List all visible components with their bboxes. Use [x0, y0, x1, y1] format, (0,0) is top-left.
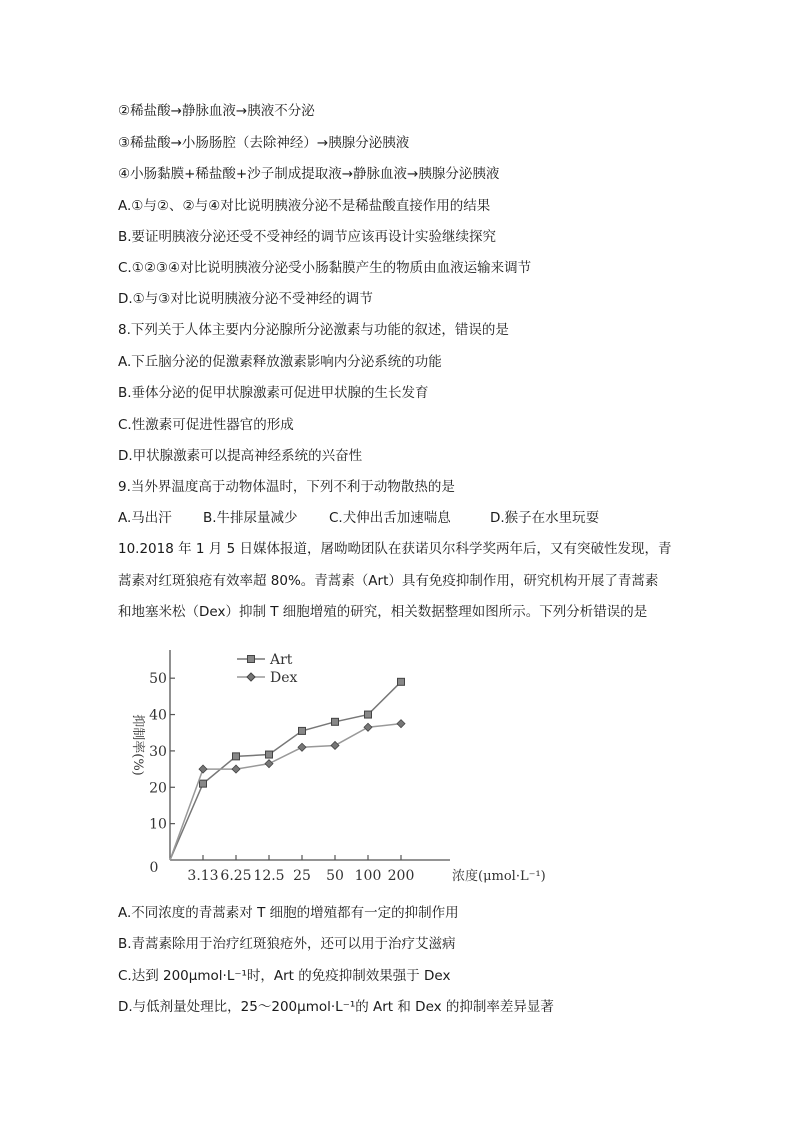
- option-d-q7: D.①与③对比说明胰液分泌不受神经的调节: [118, 291, 373, 307]
- data-point-art: [233, 753, 240, 760]
- x-tick-label: 25: [293, 868, 311, 884]
- option-c-q8: C.性激素可促进性器官的形成: [118, 417, 294, 433]
- text-line-4: ④小肠黏膜+稀盐酸+沙子制成提取液→静脉血液→胰腺分泌胰液: [118, 166, 500, 182]
- legend-marker-art: [248, 656, 255, 663]
- question-10-line-1: 10.2018 年 1 月 5 日媒体报道，屠呦呦团队在获诺贝尔科学奖两年后，又有突破性发现，青: [118, 541, 672, 557]
- data-point-art: [266, 751, 273, 758]
- y-tick-label: 40: [149, 707, 167, 724]
- data-point-dex: [397, 720, 405, 728]
- question-9: 9.当外界温度高于动物体温时，下列不利于动物散热的是: [118, 479, 455, 495]
- x-tick-label: 3.13: [187, 868, 219, 884]
- x-axis-title: 浓度(μmol·L⁻¹): [452, 869, 546, 884]
- chart-axes: [170, 650, 450, 860]
- question-10-line-3: 和地塞米松（Dex）抑制 T 细胞增殖的研究，相关数据整理如图所示。下列分析错误的是: [118, 604, 648, 620]
- options-q9: [118, 509, 599, 527]
- data-point-dex: [199, 765, 207, 773]
- chart-legend: [237, 652, 298, 686]
- text-line-2: ②稀盐酸→静脉血液→胰液不分泌: [118, 103, 315, 119]
- option-a-q8: A.下丘脑分泌的促激素释放激素影响内分泌系统的功能: [118, 354, 442, 370]
- x-ticks: [187, 855, 414, 884]
- data-point-art: [299, 727, 306, 734]
- option-a-q7: A.①与②、②与④对比说明胰液分泌不是稀盐酸直接作用的结果: [118, 198, 491, 214]
- x-tick-label: 6.25: [220, 868, 252, 884]
- y-tick-label: 20: [149, 780, 167, 797]
- text-line-3: ③稀盐酸→小肠肠腔（去除神经）→胰腺分泌胰液: [118, 135, 410, 151]
- option-a-q10: A.不同浓度的青蒿素对 T 细胞的增殖都有一定的抑制作用: [118, 905, 459, 921]
- option-d-q8: D.甲状腺激素可以提高神经系统的兴奋性: [118, 448, 363, 464]
- option-b-q10: B.青蒿素除用于治疗红斑狼疮外，还可以用于治疗艾滋病: [118, 936, 456, 952]
- chart-series: [170, 678, 405, 860]
- y-axis-title: 抑制率(%): [130, 714, 145, 776]
- data-point-art: [200, 780, 207, 787]
- data-point-art: [398, 678, 405, 685]
- y-ticks: [149, 671, 175, 832]
- option-d-q9: D.猴子在水里玩耍: [490, 510, 600, 526]
- data-point-art: [365, 711, 372, 718]
- x-tick-label: 50: [326, 868, 344, 884]
- data-point-dex: [331, 741, 339, 749]
- x-tick-label: 200: [387, 868, 415, 884]
- option-d-q10: D.与低剂量处理比，25～200μmol·L⁻¹的 Art 和 Dex 的抑制率差异显著: [118, 999, 554, 1015]
- data-point-dex: [364, 723, 372, 731]
- data-point-dex: [232, 765, 240, 773]
- data-point-dex: [265, 760, 273, 768]
- option-c-q7: C.①②③④对比说明胰液分泌受小肠黏膜产生的物质由血液运输来调节: [118, 260, 532, 276]
- question-8: 8.下列关于人体主要内分泌腺所分泌激素与功能的叙述，错误的是: [118, 322, 509, 338]
- option-b-q9: B.牛排尿量减少: [203, 510, 298, 526]
- option-b-q8: B.垂体分泌的促甲状腺激素可促进甲状腺的生长发育: [118, 385, 429, 401]
- series-line-dex: [170, 724, 401, 860]
- y-tick-label: 50: [149, 671, 167, 688]
- y-tick-label: 30: [149, 743, 167, 760]
- data-point-art: [332, 718, 339, 725]
- option-c-q10: C.达到 200μmol·L⁻¹时，Art 的免疫抑制效果强于 Dex: [118, 968, 451, 984]
- origin-label: 0: [149, 860, 159, 876]
- x-tick-label: 100: [354, 868, 382, 884]
- legend-marker-dex: [247, 673, 255, 681]
- x-tick-label: 12.5: [253, 868, 285, 884]
- y-tick-label: 10: [149, 816, 167, 833]
- legend-label-art: Art: [270, 652, 293, 668]
- option-b-q7: B.要证明胰液分泌还受不受神经的调节应该再设计实验继续探究: [118, 229, 497, 245]
- option-c-q9: C.犬伸出舌加速喘息: [329, 510, 451, 526]
- data-point-dex: [298, 743, 306, 751]
- option-a-q9: A.马出汗: [118, 510, 172, 526]
- question-10-line-2: 蒿素对红斑狼疮有效率超 80%。青蒿素（Art）具有免疫抑制作用，研究机构开展了青蒿素: [118, 573, 659, 589]
- inhibition-rate-chart: [130, 640, 546, 895]
- legend-label-dex: Dex: [270, 670, 298, 686]
